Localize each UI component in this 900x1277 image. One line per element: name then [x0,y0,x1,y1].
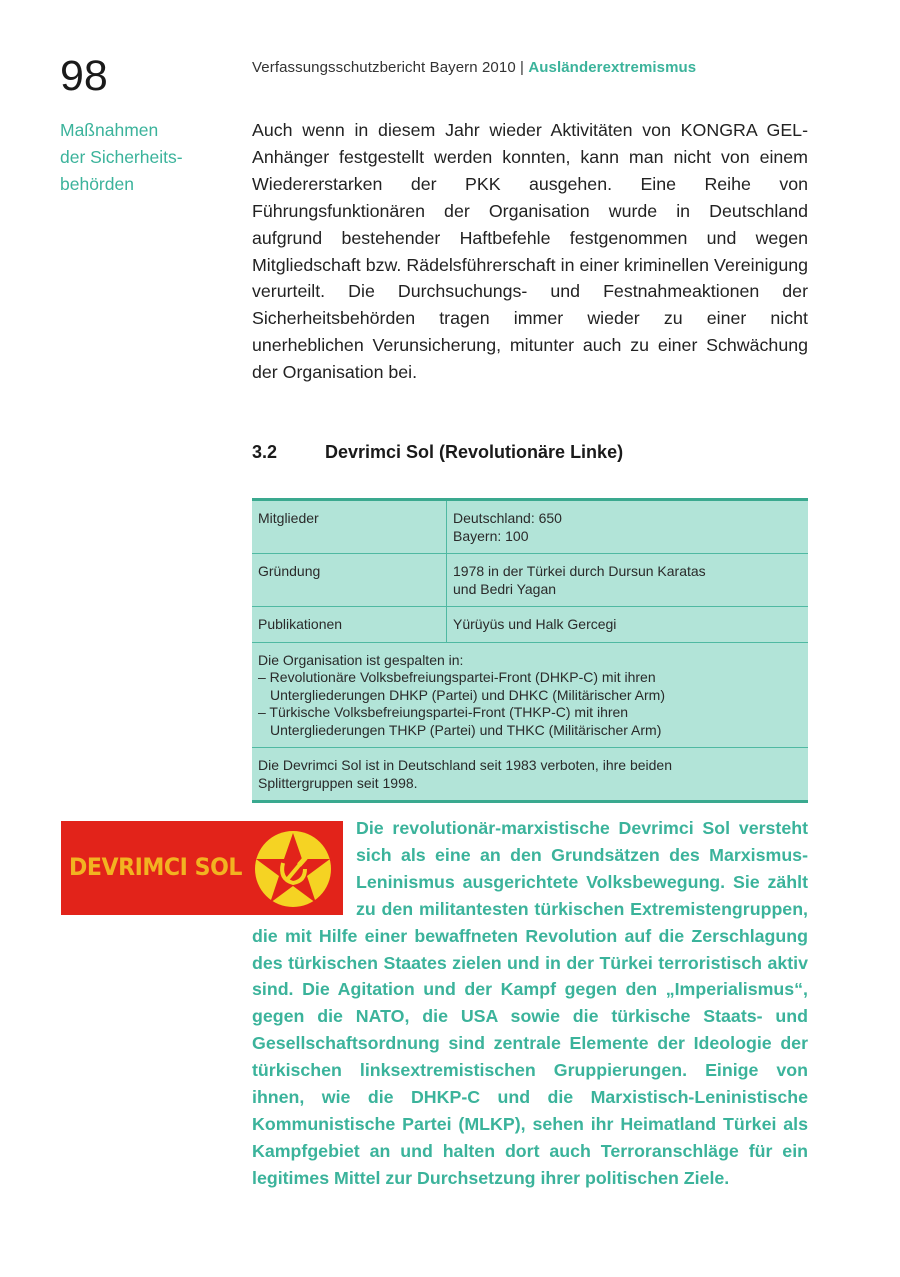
ban-note-line: Splittergruppen seit 1998. [258,774,418,791]
page-number: 98 [60,52,108,100]
highlight-paragraph [252,815,808,1192]
running-head [252,59,696,77]
logo-text: DEVRIMCI SOL [69,853,243,881]
table-label: Mitglieder [252,500,447,554]
table-value-line: Bayern: 100 [453,527,529,544]
table-row [252,500,808,554]
info-table [252,498,808,803]
running-head-separator: | [520,59,525,76]
margin-note-line: behörden [60,174,134,194]
section-title: Devrimci Sol (Revolutionäre Linke) [325,442,624,462]
split-note-item-continuation: Untergliederungen THKP (Partei) und THKC (Militärischer Arm) [270,721,662,738]
table-value [447,554,809,607]
ban-note-line: Die Devrimci Sol ist in Deutschland seit 1983 verboten, ihre beiden [258,757,672,773]
table-row [252,554,808,607]
ban-note [252,748,808,802]
table-row-split-note [252,642,808,748]
table-value-line: Deutschland: 650 [453,510,562,526]
table-value [447,607,809,643]
split-note-item-continuation: Untergliederungen DHKP (Partei) und DHKC (Militärischer Arm) [270,686,665,703]
split-note [252,642,808,748]
table-row [252,607,808,643]
logo-float-spacer [252,815,356,919]
section-number: 3.2 [252,442,278,462]
section-heading [252,440,623,464]
table-row-ban-note [252,748,808,802]
split-note-intro: Die Organisation ist gespalten in: [258,651,464,668]
margin-note [60,117,230,198]
margin-note-line: der Sicherheits- [60,147,183,167]
table-value-line: 1978 in der Türkei durch Dursun Karatas [453,563,706,579]
table-value-line: Yürüyüs und Halk Gercegi [453,616,617,632]
intro-paragraph: Auch wenn in diesem Jahr wieder Aktivitäten von KONGRA GEL-Anhänger festgestellt werden konnten, kann man nicht von einem Wiedererstarken der PKK ausgehen. Eine Reihe von Führungsfunktionären der Organisation wurde in Deutschland aufgrund bestehender Haftbefehle festgenommen und wegen Mitgliedschaft bzw. Rädelsführerschaft in einer kriminellen Vereinigung verurteilt. Die Durchsuchungs- und Festnahmeaktionen der Sicherheitsbehörden tragen immer wieder zu einer nicht unerheblichen Verunsicherung, mitunter auch zu einer Schwächung der Organisation bei. [252,120,808,383]
margin-note-line: Maßnahmen [60,120,159,140]
running-title: Verfassungsschutzbericht Bayern 2010 [252,59,516,76]
table-value-line: und Bedri Yagan [453,580,557,597]
chapter-title: Ausländerextremismus [528,59,697,76]
highlight-paragraph-text: Die revolutionär-marxistische Devrimci Sol versteht sich als eine an den Grundsätzen des Marxismus-Leninismus ausgerichtete Volksbewegung. Sie zählt zu den militantesten türkischen Extremistengruppen, die mit Hilfe einer bewaffneten Revolution auf die Zerschlagung des türkischen Staates zielen und in der Türkei terroristisch aktiv sind. Die Agitation und der Kampf gegen den „Imperialismus“, gegen die NATO, die USA sowie die türkische Staats- und Gesellschaftsordnung sind zentrale Elemente der Ideologie der türkischen linksextremistischen Gruppierungen. Einige von ihnen, wie die DHKP-C und die Marxistisch-Leninistische Kommunistische Partei (MLKP), sehen ihr Heimatland Türkei als Kampfgebiet an und halten dort auch Terroranschläge für ein legitimes Mittel zur Durchsetzung ihrer politischen Ziele. [252,818,808,1188]
table-label: Publikationen [252,607,447,643]
split-note-item: – Türkische Volksbefreiungspartei-Front (THKP-C) mit ihren [258,704,629,720]
table-label: Gründung [252,554,447,607]
table-value [447,500,809,554]
split-note-item: – Revolutionäre Volksbefreiungspartei-Front (DHKP-C) mit ihren [258,669,656,685]
